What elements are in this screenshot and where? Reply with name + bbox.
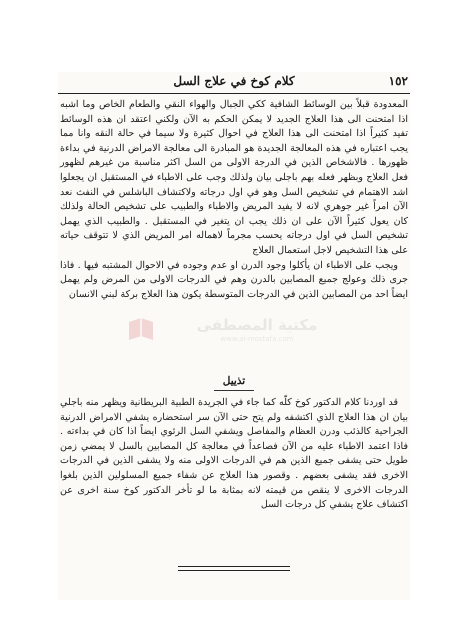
heading-underline (214, 390, 254, 391)
document-page (58, 72, 410, 600)
appendix-text (60, 396, 408, 513)
section-heading: تذييل (222, 375, 246, 387)
running-title: كلام كوخ في علاج السل (173, 74, 295, 88)
watermark-url: www.al-mostafa.com (220, 335, 294, 343)
watermark-text: مكتبة المصطفى (196, 316, 318, 334)
book-emblem-icon (126, 314, 156, 344)
end-ornament-rule (178, 566, 290, 571)
header-rule (58, 93, 410, 94)
paragraph-1: المعدودة قبلاً بين الوسائط الشافية ككي الجبال والهواء النقي والطعام الخاص وما اشبه اذا امتحنت الى هذا العلاج الجديد لا يمكن الحكم به الآن ولكني اعتقد ان هذه الوسائط تفيد كثيراً اذا امتحنت الى هذا العلاج في احوال كثيرة ولا سيما في حالة النقه وانا مما يجب اعتباره في هذه المعالجة الجديدة هو المبادرة الى معالجة الامراض الدرنية في بداءة ظهورها . فالاشخاص الذين في الدرجة الاولى من السل اكثر مناسبة من غيرهم لظهور فعل العلاج وبظهر فعله بهم باجلى بيان ولذلك وجب على الاطباء في المستقبل ان يجعلوا اشد الاهتمام في تشخيص السل وهو في اول درجاته ولاكتشاف الباشلس في النفث نعد الآن امراً غير جوهري لانه لا يفيد المريض والاطباء والطبيب على تشخيص الحالة ولذلك كان يعول كثيراً الآن على ان ذلك يجب ان يتغير في المستقبل . والطبيب الذي يهمل تشخيص السل في اول درجاته يحسب مجرماً لاهماله امر المريض الذي لا تتوقف حياته على هذا التشخيص لاجل استعمال العلاج (60, 99, 408, 256)
page-number: ١٥٢ (388, 74, 408, 88)
page-header (58, 72, 410, 94)
watermark (118, 310, 350, 350)
appendix-paragraph-1: قد اوردنا كلام الدكتور كوخ كلّه كما جاء في الجريدة الطبية البريطانية ويظهر منه باجلي بيان ان هذا العلاج الذي اكتشفه ولم يتح حتى الآن سر استحضاره يشفي الامراض الدرنية الجراحية كالذئب ودرن العظام والمفاصل ويشفي السل الرئوي ايضاً اذا كان في بداءته . فاذا اعتمد الاطباء عليه من الآن فصاعداً في معالجة كل المصابين بالسل لا يمضي زمن طويل حتى يشفى جميع الذين هم في الدرجات الاولى منه ولا يشفى الذين في الدرجات الاخرى فقد يشفى بعضهم . وقصور هذا العلاج عن شفاء جميع المسلولين الذين بلغوا الدرجات الاخرى لا ينقص من قيمته لانه بمثابة ما لو تأخر الدكتور كوخ سنة اخرى عن اكتشاف علاج يشفي كل درجات السل (60, 397, 408, 511)
paragraph-2: ويجب على الاطباء ان يأكلوا وجود الدرن او عدم وجوده في الاحوال المشتبه فيها . فاذا جرى ذلك وعولج جميع المصابين بالدرن وهم في الدرجات الاولى من المرض ولم يهمل ايضاً احد من المصابين الذين في الدرجات المتوسطة يكون هذا العلاج بركة لبني الانسان (60, 259, 408, 300)
main-text (60, 98, 408, 302)
